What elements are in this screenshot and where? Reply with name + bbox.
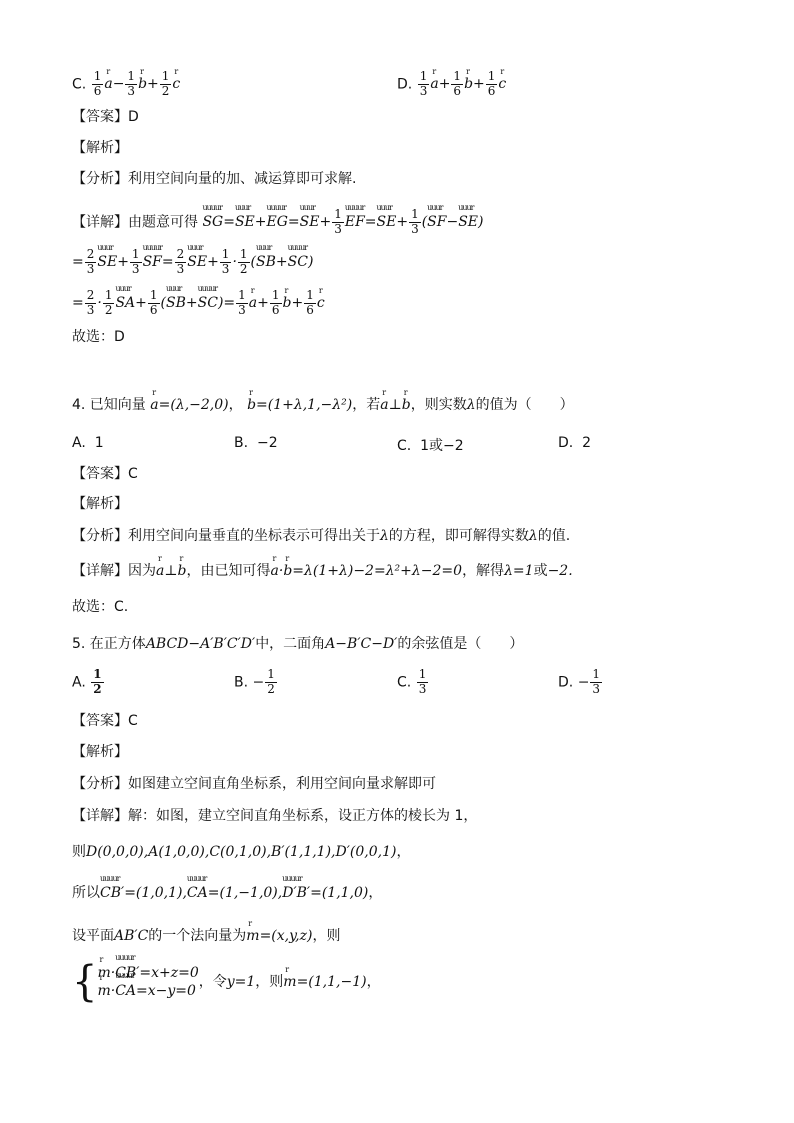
- option-label: C.: [397, 438, 412, 454]
- q4-stem: [72, 398, 574, 412]
- system-then: ，则: [255, 974, 284, 990]
- option-label: A.: [72, 435, 86, 451]
- q3-option-c: [72, 70, 180, 99]
- fenxi-tag: 【分析】: [72, 528, 128, 544]
- math-expression: = $\frac{2}{3}$ · $\frac{1}{2}$ uuur SA+ $\frac{1}{6}$ (uuur SB+uuuur SC)= $\frac{1}{3}$ r a+ $\frac{1}{6}$ r b+ $\frac{1}{6}$ r c: [72, 295, 325, 311]
- q5-stem-end: 的余弦值是（ ）: [397, 636, 524, 652]
- option-value: 2: [582, 435, 592, 451]
- answer-value: D: [128, 109, 139, 125]
- q4-stem-prefix: 4. 已知向量: [72, 397, 146, 413]
- q4-choice: [72, 600, 128, 614]
- xiangjie-tag: 【详解】: [72, 214, 128, 231]
- math-symbol: λ: [528, 528, 538, 544]
- math-expression: A−B′C−D′: [325, 636, 398, 652]
- numerator: 1: [418, 667, 427, 681]
- q3-analysis-heading: [72, 141, 128, 155]
- math-expression: r m=(1,1,−1): [283, 974, 366, 990]
- option-label: A.: [72, 674, 86, 691]
- answer-value: C: [128, 466, 138, 482]
- normal-prefix: 设平面: [72, 928, 114, 944]
- coords-suffix: ，: [396, 844, 411, 860]
- denominator: 2: [267, 681, 275, 696]
- q4-option-d: [558, 435, 591, 451]
- xiangjie-text: 解：如图，建立空间直角坐标系，设正方体的棱长为 1，: [128, 808, 478, 824]
- q3-xiangjie-line2: [72, 248, 313, 277]
- q3-xiangjie-line1: [72, 208, 484, 237]
- option-label: B.: [234, 674, 249, 691]
- math-symbol: λ: [380, 528, 389, 544]
- fenxi-text: 利用空间向量的加、减运算即可求解.: [128, 171, 357, 187]
- math-expression: r b=(1+λ,1,−λ²): [247, 397, 352, 413]
- q4-xiangjie: [72, 564, 573, 578]
- q5-xiangjie: [72, 809, 477, 823]
- option-label: C.: [397, 674, 412, 691]
- denominator: 3: [592, 681, 601, 696]
- q4-stem-mid: ，: [228, 397, 243, 413]
- math-expression: r a·r b=λ(1+λ)−2=λ²+λ−2=0: [271, 563, 463, 579]
- numerator: 1: [93, 667, 102, 681]
- denominator: 2: [93, 681, 102, 696]
- q3-choice: [72, 330, 125, 344]
- q4-fenxi: [72, 529, 570, 543]
- q4-option-c: [397, 435, 464, 455]
- vectors-prefix: 所以: [72, 885, 100, 901]
- option-fraction: [91, 668, 103, 697]
- option-fraction: [590, 668, 602, 697]
- q5-analysis-heading: [72, 745, 128, 759]
- option-label: D.: [558, 435, 574, 451]
- option-value: 1: [94, 435, 104, 451]
- system-let: ，令: [198, 974, 227, 990]
- answer-tag: 【答案】: [72, 109, 128, 125]
- option-label: D.: [397, 76, 413, 93]
- equation-1: r m·uuuur CB′=x+z=0: [97, 964, 198, 982]
- math-expression: y=1: [226, 974, 256, 990]
- analysis-tag: 【解析】: [72, 140, 128, 156]
- q4-analysis-heading: [72, 497, 128, 511]
- option-label: B.: [234, 435, 249, 451]
- xiangjie-result: 或: [533, 563, 548, 579]
- fenxi-text3: 的值.: [537, 528, 571, 544]
- math-expression: r a=(λ,−2,0): [150, 397, 228, 413]
- math-expression: $\frac{1}{3}$ r a+ $\frac{1}{6}$ r b+ $\frac{1}{6}$ r c: [417, 76, 507, 92]
- xiangjie-tag: 【详解】: [72, 563, 128, 579]
- q5-system: [72, 957, 381, 1007]
- math-expression: λ=1: [504, 563, 534, 579]
- fenxi-text: 利用空间向量垂直的坐标表示可得出关于: [128, 528, 380, 544]
- q4-option-b: [234, 435, 278, 451]
- q5-stem: [72, 637, 523, 651]
- math-expression: uuuur SG=uuur SE+uuuur EG=uuur SE+ $\frac{1}{3}$ uuuur EF=uuur SE+ $\frac{1}{3}$ (uuur SF−uuur SE): [202, 214, 483, 230]
- option-fraction: [265, 668, 277, 697]
- coords-prefix: 则: [72, 844, 86, 860]
- q3-fenxi: [72, 172, 356, 186]
- q5-stem-mid: 中，二面角: [255, 636, 326, 652]
- normal-mid: 的一个法向量为: [148, 928, 247, 944]
- q4-option-a: [72, 435, 104, 451]
- q4-answer: [72, 467, 138, 481]
- math-expression: r a⊥r b: [380, 397, 411, 413]
- q5-stem-prefix: 5. 在正方体: [72, 636, 146, 652]
- q5-fenxi: [72, 777, 436, 791]
- left-brace: {: [72, 957, 98, 1007]
- equation-system: [97, 964, 198, 1000]
- q5-option-a: [72, 668, 105, 697]
- math-expression: r m=(x,y,z): [246, 928, 312, 944]
- math-expression: D(0,0,0),A(1,0,0),C(0,1,0),B′(1,1,1),D′(0,0,1): [86, 844, 397, 860]
- math-expression: AB′C: [114, 928, 149, 944]
- coords-suffix: ，: [368, 885, 383, 901]
- xiangjie-text: 由题意可得: [128, 214, 198, 231]
- q5-option-c: [397, 668, 429, 697]
- fenxi-text: 如图建立空间直角坐标系，利用空间向量求解即可: [128, 776, 436, 792]
- fenxi-text2: 的方程，即可解得实数: [388, 528, 529, 544]
- numerator: 1: [267, 667, 275, 681]
- coords-suffix: ，: [366, 974, 381, 990]
- q4-stem-if: ，若: [352, 397, 381, 413]
- option-value: 1或−2: [420, 438, 464, 454]
- math-expression: $\frac{1}{6}$ r a− $\frac{1}{3}$ r b+ $\frac{1}{2}$ r c: [91, 76, 181, 92]
- math-expression: −2.: [547, 563, 573, 579]
- analysis-tag: 【解析】: [72, 496, 128, 512]
- numerator: 1: [592, 667, 601, 681]
- q5-coords: [72, 845, 410, 859]
- xiangjie-because: 因为: [128, 563, 156, 579]
- q3-xiangjie-line3: [72, 289, 325, 318]
- option-label: C.: [72, 76, 87, 93]
- q5-normal: [72, 929, 340, 943]
- q3-option-d: [397, 70, 506, 99]
- math-expression: ABCD−A′B′C′D′: [145, 636, 256, 652]
- q4-stem-end2: 的值为（ ）: [475, 397, 574, 413]
- q5-vectors: [72, 886, 382, 900]
- math-symbol: λ: [466, 397, 476, 413]
- fenxi-tag: 【分析】: [72, 171, 128, 187]
- xiangjie-solve: ，解得: [462, 563, 505, 579]
- fenxi-tag: 【分析】: [72, 776, 128, 792]
- choice-text: 故选：D: [72, 329, 125, 345]
- q5-answer: [72, 714, 138, 728]
- option-sign: −: [252, 674, 265, 691]
- equation-2: r m·uuuur CA=x−y=0: [97, 982, 198, 1000]
- math-expression: = $\frac{2}{3}$ uuur SE+ $\frac{1}{3}$ uuuur SF= $\frac{2}{3}$ uuur SE+ $\frac{1}{3}$ · $\frac{1}{2}$ (uuur SB+uuuur SC): [72, 254, 313, 270]
- answer-tag: 【答案】: [72, 713, 128, 729]
- q4-stem-end: ，则实数: [410, 397, 467, 413]
- choice-text: 故选：C.: [72, 599, 129, 615]
- option-value: −2: [256, 435, 278, 451]
- analysis-tag: 【解析】: [72, 744, 128, 760]
- option-sign: −: [577, 674, 590, 691]
- q5-option-b: [234, 668, 278, 697]
- answer-tag: 【答案】: [72, 466, 128, 482]
- xiangjie-text: ，由已知可得: [186, 563, 271, 579]
- xiangjie-tag: 【详解】: [72, 808, 128, 824]
- option-label: D.: [558, 674, 574, 691]
- answer-value: C: [128, 713, 138, 729]
- math-expression: r a⊥r b: [156, 563, 187, 579]
- option-fraction: [417, 668, 429, 697]
- q5-option-d: [558, 668, 603, 697]
- normal-suffix: ，则: [312, 928, 341, 944]
- math-expression: uuuur CB′=(1,0,1),uuuur CA=(1,−1,0),uuuur D′B′=(1,1,0): [100, 885, 368, 901]
- denominator: 3: [418, 681, 427, 696]
- q3-answer: [72, 110, 139, 124]
